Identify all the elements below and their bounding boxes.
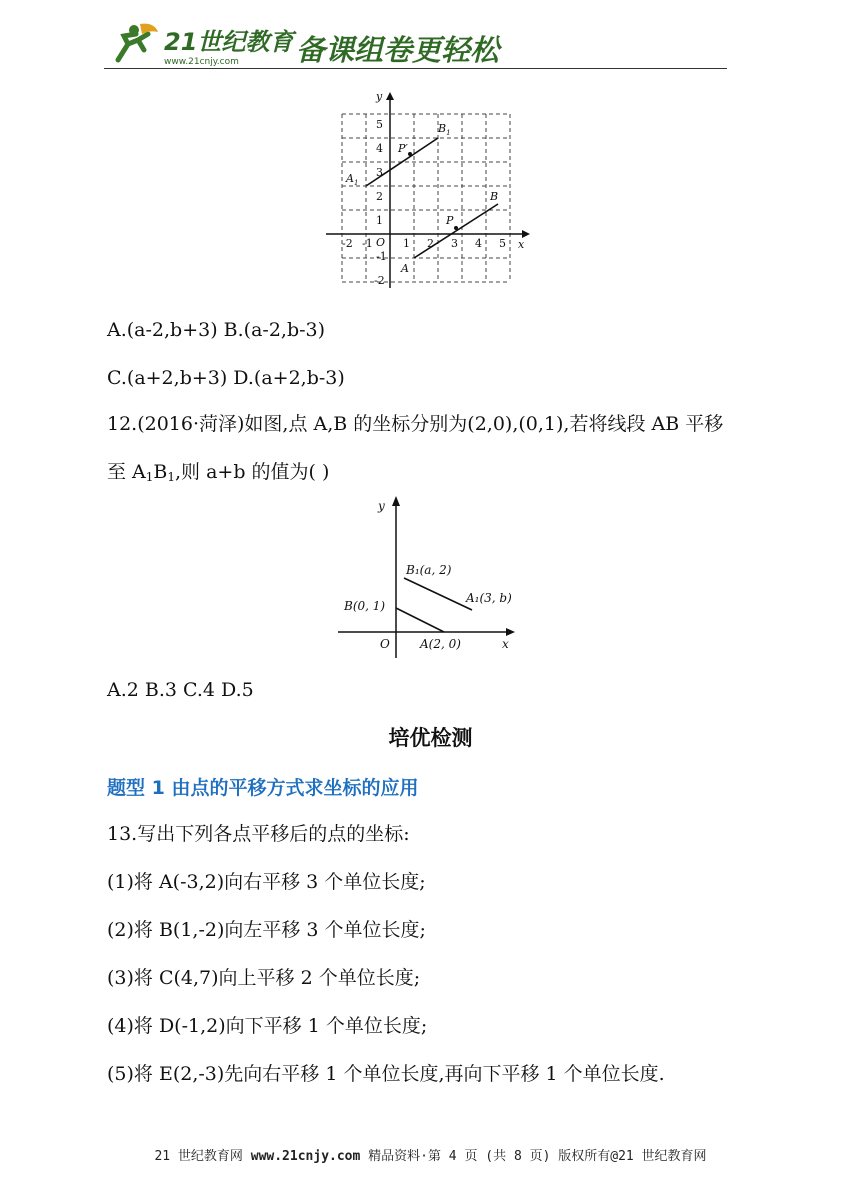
header-rule bbox=[104, 68, 727, 69]
q12-stem-line2: 至 $A_1B_1$,则 a+b 的值为( ) bbox=[107, 461, 330, 484]
logo-text: 21世纪教育 bbox=[164, 28, 294, 56]
point-p-prime bbox=[408, 152, 412, 156]
site-logo bbox=[104, 20, 514, 70]
q13-item: (3)将 C(4,7)向上平移 2 个单位长度; bbox=[107, 967, 421, 989]
y-axis-label-2: y bbox=[378, 499, 385, 513]
segment-ab-2 bbox=[396, 608, 444, 632]
q13-item: (2)将 B(1,-2)向左平移 3 个单位长度; bbox=[107, 919, 426, 941]
label-b-coord: B(0, 1) bbox=[344, 599, 386, 613]
type-heading: 题型 1 由点的平移方式求坐标的应用 bbox=[107, 777, 419, 799]
origin-label: O bbox=[376, 236, 386, 249]
q12-stem-line1: 12.(2016·菏泽)如图,点 A,B 的坐标分别为(2,0),(0,1),若将线段 AB 平移 bbox=[107, 413, 724, 435]
x-tick: 3 bbox=[451, 237, 458, 250]
label-a1-coord: A₁(3, b) bbox=[466, 591, 512, 605]
slogan: 备课组卷更轻松 bbox=[296, 33, 500, 67]
label-a1: $A_1$ bbox=[346, 172, 359, 187]
x-axis-label-2: x bbox=[502, 637, 509, 651]
q13-stem: 13.写出下列各点平移后的点的坐标: bbox=[107, 823, 410, 845]
y-tick: 5 bbox=[376, 118, 383, 131]
q11-options-ab: A.(a-2,b+3) B.(a-2,b-3) bbox=[107, 319, 326, 341]
runner-icon bbox=[118, 24, 158, 60]
x-tick: -2 bbox=[342, 237, 353, 250]
footer: 21 世纪教育网 www.21cnjy.com 精品资料·第 4 页 (共 8 页) 版权所有@21 世纪教育网 bbox=[154, 1149, 707, 1164]
label-b1: $B_1$ bbox=[438, 122, 451, 137]
y-tick: -2 bbox=[374, 274, 385, 287]
footer-link[interactable]: www.21cnjy.com bbox=[250, 1149, 361, 1164]
x-tick: 5 bbox=[499, 237, 506, 250]
q12-options: A.2 B.3 C.4 D.5 bbox=[107, 679, 254, 701]
x-axis-label: x bbox=[518, 238, 525, 251]
y-tick: 4 bbox=[376, 142, 383, 155]
x-tick: 2 bbox=[427, 237, 434, 250]
y-tick: 3 bbox=[376, 166, 383, 179]
y-tick: 2 bbox=[376, 190, 383, 203]
segment-a1b1-2 bbox=[404, 578, 472, 610]
label-a: A bbox=[401, 262, 409, 275]
y-tick: -1 bbox=[376, 250, 387, 263]
label-p-prime: P′ bbox=[398, 142, 408, 155]
y-tick: 1 bbox=[376, 214, 383, 227]
section-title: 培优检测 bbox=[388, 726, 473, 750]
q11-options-cd: C.(a+2,b+3) D.(a+2,b-3) bbox=[107, 367, 345, 389]
q13-item: (5)将 E(2,-3)先向右平移 1 个单位长度,再向下平移 1 个单位长度. bbox=[107, 1063, 665, 1085]
x-tick: 4 bbox=[475, 237, 482, 250]
x-tick: -1 bbox=[362, 237, 373, 250]
q13-item: (4)将 D(-1,2)向下平移 1 个单位长度; bbox=[107, 1015, 428, 1037]
label-a-coord: A(2, 0) bbox=[420, 637, 461, 651]
x-tick: 1 bbox=[403, 237, 410, 250]
segment-figure bbox=[330, 492, 520, 664]
grid-figure bbox=[318, 88, 538, 288]
label-b1-coord: B₁(a, 2) bbox=[406, 563, 452, 577]
logo-url: www.21cnjy.com bbox=[164, 57, 239, 67]
y-axis-label: y bbox=[376, 90, 383, 103]
q13-item: (1)将 A(-3,2)向右平移 3 个单位长度; bbox=[107, 871, 426, 893]
origin-label-2: O bbox=[380, 637, 390, 651]
point-p bbox=[454, 226, 458, 230]
label-b: B bbox=[490, 190, 499, 203]
label-p: P bbox=[446, 214, 454, 227]
